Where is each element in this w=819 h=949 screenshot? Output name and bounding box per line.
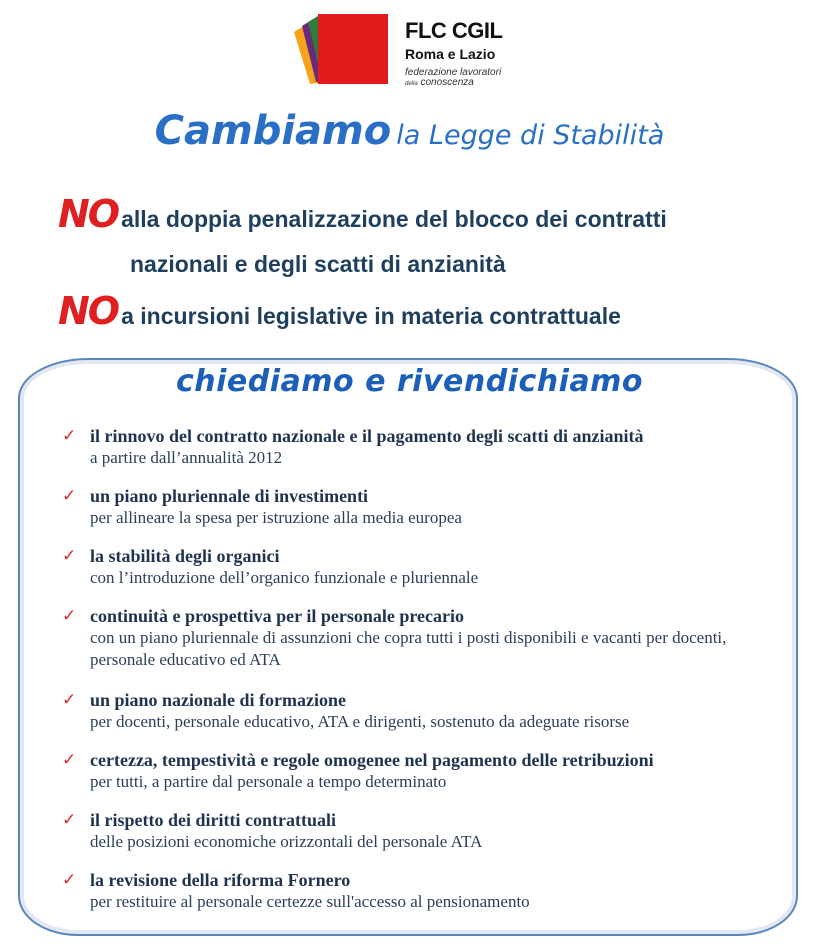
item-title: continuità e prospettiva per il personale precario [90, 606, 464, 626]
list-item [62, 485, 802, 545]
checkmark-icon: ✓ [62, 606, 77, 626]
item-title: il rinnovo del contratto nazionale e il pagamento degli scatti di anzianità [90, 426, 644, 446]
logo-mark-icon [292, 10, 392, 86]
no-statement-1 [58, 192, 667, 236]
item-title: un piano pluriennale di investimenti [90, 486, 369, 506]
item-title: il rispetto dei diritti contrattuali [90, 810, 336, 830]
item-description: con un piano pluriennale di assunzioni che copra tutti i posti disponibili e vacanti per docenti, personale educativo ed ATA [90, 628, 727, 669]
headline-small: la Legge di Stabilità [396, 120, 665, 151]
flc-cgil-logo [292, 10, 532, 88]
list-item [62, 869, 802, 929]
no-mark: NO [58, 289, 119, 333]
item-description: per docenti, personale educativo, ATA e dirigenti, sostenuto da adeguate risorse [90, 712, 630, 731]
item-description: con l’introduzione dell’organico funzionale e pluriennale [90, 568, 479, 587]
checkmark-icon: ✓ [62, 546, 77, 566]
checkmark-icon: ✓ [62, 426, 77, 446]
demands-list [62, 425, 802, 929]
checkmark-icon: ✓ [62, 486, 77, 506]
item-description: per restituire al personale certezze sull'accesso al pensionamento [90, 892, 530, 911]
list-item [62, 749, 802, 809]
no-mark: NO [58, 192, 119, 236]
no-statement-text: alla doppia penalizzazione del blocco dei contratti [121, 206, 667, 232]
item-description: a partire dall’annualità 2012 [90, 448, 283, 467]
logo-federation-della: della [405, 81, 418, 87]
item-title: la stabilità degli organici [90, 546, 280, 566]
logo-federation-line2: conoscenza [420, 77, 474, 88]
checkmark-icon: ✓ [62, 750, 77, 770]
checkmark-icon: ✓ [62, 870, 77, 890]
item-description: per tutti, a partire dal personale a tempo determinato [90, 772, 447, 791]
item-title: un piano nazionale di formazione [90, 690, 347, 710]
demands-title: chiediamo e rivendichiamo [175, 364, 643, 399]
checkmark-icon: ✓ [62, 690, 77, 710]
logo-federation [405, 68, 501, 89]
item-title: certezza, tempestività e regole omogenee nel pagamento delle retribuzioni [90, 750, 654, 770]
logo-subtitle: Roma e Lazio [405, 46, 496, 62]
headline [0, 108, 819, 154]
item-description: delle posizioni economiche orizzontali del personale ATA [90, 832, 483, 851]
list-item [62, 689, 802, 749]
list-item [62, 425, 802, 485]
item-description: per allineare la spesa per istruzione alla media europea [90, 508, 462, 527]
logo-federation-line1: federazione lavoratori [405, 67, 502, 78]
no-statement-1-continuation: nazionali e degli scatti di anzianità [130, 251, 506, 277]
checkmark-icon: ✓ [62, 810, 77, 830]
logo-title: FLC CGIL [405, 18, 503, 43]
list-item [62, 545, 802, 605]
no-statement-2 [58, 289, 621, 333]
item-title: la revisione della riforma Fornero [90, 870, 351, 890]
list-item [62, 809, 802, 869]
list-item [62, 605, 802, 689]
headline-big: Cambiamo [154, 108, 392, 154]
no-statement-text: a incursioni legislative in materia contrattuale [121, 303, 621, 329]
